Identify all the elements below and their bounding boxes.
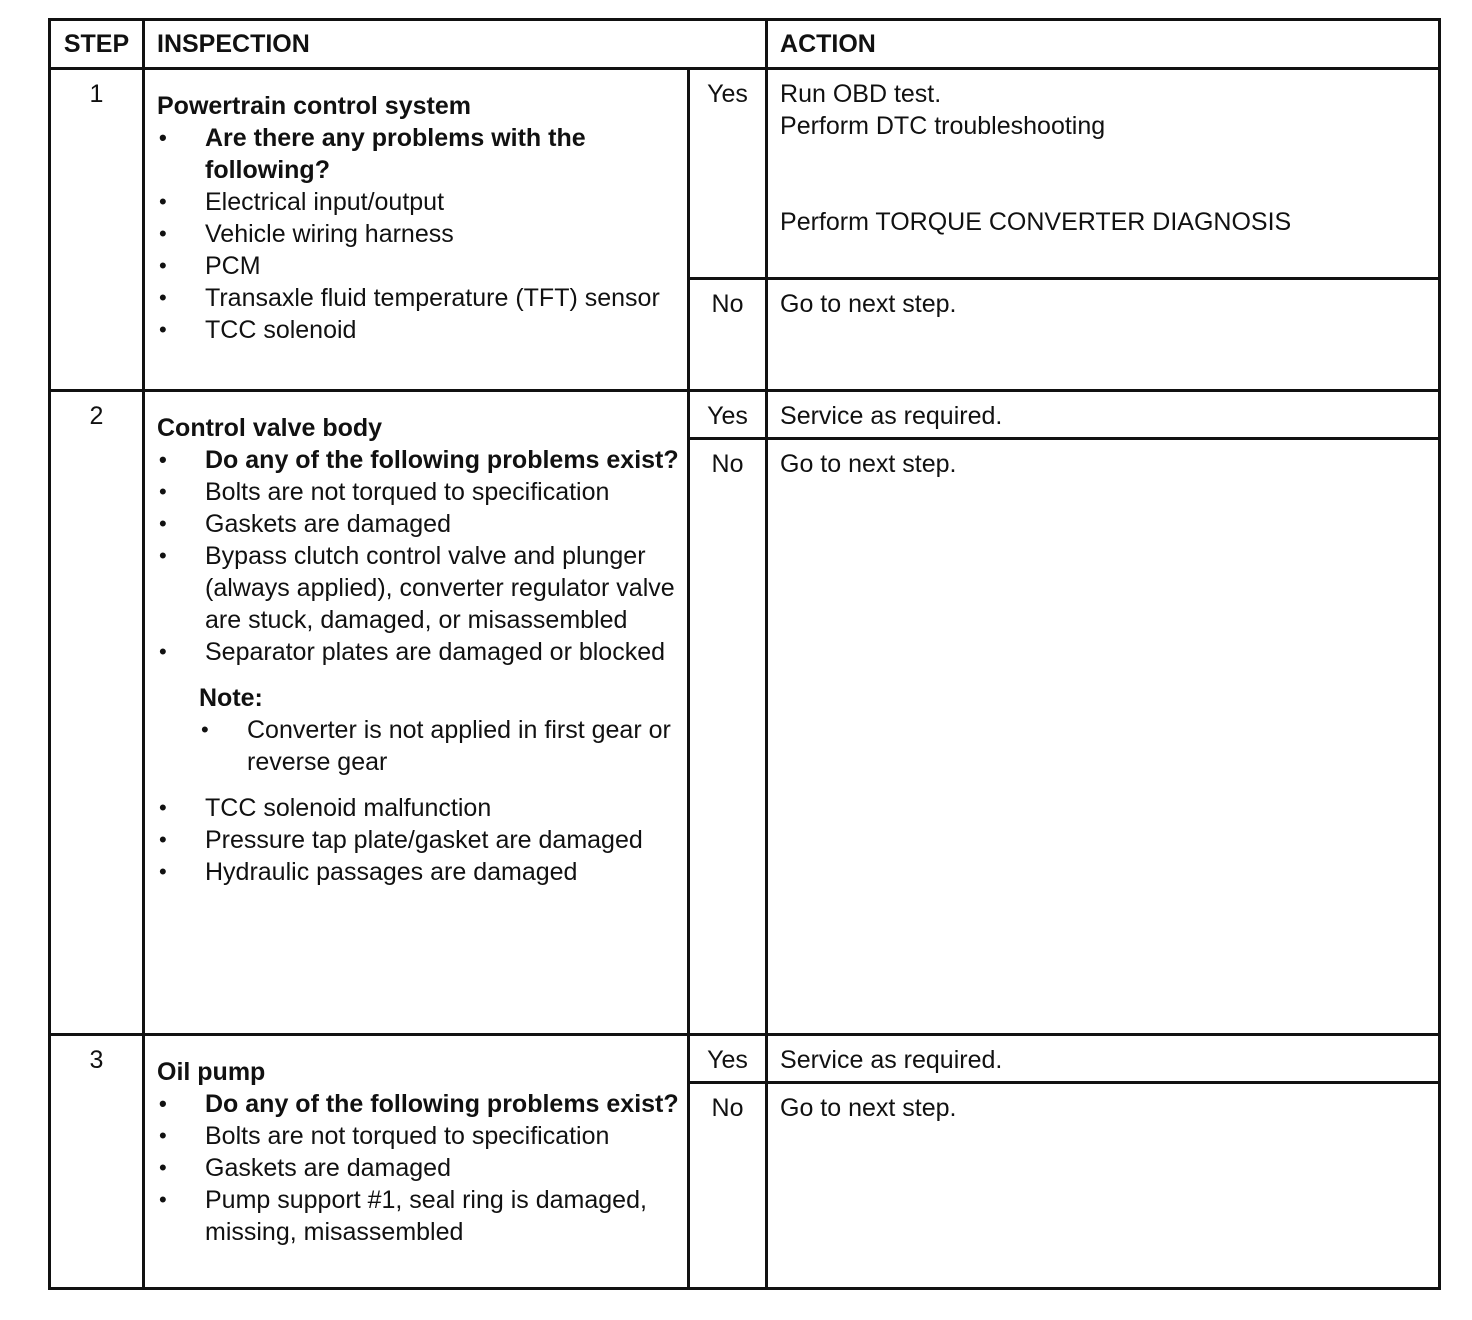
no-label: No [689,439,767,1035]
yes-action [767,69,1440,279]
step-inspection [144,69,689,391]
yes-label: Yes [689,1035,767,1083]
inspection-list [157,122,679,346]
list-item: • Pressure tap plate/gasket are damaged [157,824,679,856]
list-item: • PCM [157,250,679,282]
no-action: Go to next step. [767,439,1440,1035]
header-row [50,20,1440,69]
list-item: • Gaskets are damaged [157,1152,679,1184]
inspection-title: Control valve body [157,414,383,442]
action-line: Perform TORQUE CONVERTER DIAGNOSIS [780,208,1292,236]
list-item: • Bolts are not torqued to specification [157,476,679,508]
list-item: • TCC solenoid [157,314,679,346]
list-item: • Gaskets are damaged [157,508,679,540]
diagnostic-table [48,18,1441,1290]
yes-action: Service as required. [767,1035,1440,1083]
list-item: • Hydraulic passages are damaged [157,856,679,888]
note-list [199,714,679,778]
list-item: • Bolts are not torqued to specification [157,1120,679,1152]
inspection-title: Powertrain control system [157,92,471,120]
action-line: Run OBD test. [780,80,942,108]
note-block [199,682,679,778]
header-action: ACTION [767,20,1440,69]
inspection-list [157,444,679,668]
inspection-question: • Do any of the following problems exist? [157,1088,679,1120]
step-number: 1 [50,69,144,391]
inspection-question: • Do any of the following problems exist? [157,444,679,476]
step-number: 2 [50,391,144,1035]
list-item: • Pump support #1, seal ring is damaged, missing, misassembled [157,1184,679,1248]
header-inspection: INSPECTION [144,20,767,69]
list-item: • Vehicle wiring harness [157,218,679,250]
no-label: No [689,279,767,391]
list-item: • TCC solenoid malfunction [157,792,679,824]
list-item: • Electrical input/output [157,186,679,218]
inspection-title: Oil pump [157,1058,266,1086]
list-item: • Separator plates are damaged or blocked [157,636,679,668]
no-label: No [689,1083,767,1289]
list-item: • Bypass clutch control valve and plunger (always applied), converter regulator valve are stuck, damaged, or misassembled [157,540,679,636]
step-number: 3 [50,1035,144,1289]
step-inspection [144,391,689,1035]
note-label: Note: [199,684,263,712]
step-2-yes-row [50,391,1440,439]
step-3-yes-row [50,1035,1440,1083]
no-action: Go to next step. [767,279,1440,391]
no-action: Go to next step. [767,1083,1440,1289]
yes-action: Service as required. [767,391,1440,439]
action-line: Perform DTC troubleshooting [780,112,1106,140]
step-1-yes-row [50,69,1440,279]
yes-label: Yes [689,69,767,279]
inspection-question: • Are there any problems with the following? [157,122,679,186]
header-step: STEP [50,20,144,69]
inspection-list-continued [157,792,679,888]
step-inspection [144,1035,689,1289]
inspection-list [157,1088,679,1248]
list-item: • Converter is not applied in first gear or reverse gear [199,714,679,778]
list-item: • Transaxle fluid temperature (TFT) sensor [157,282,679,314]
yes-label: Yes [689,391,767,439]
